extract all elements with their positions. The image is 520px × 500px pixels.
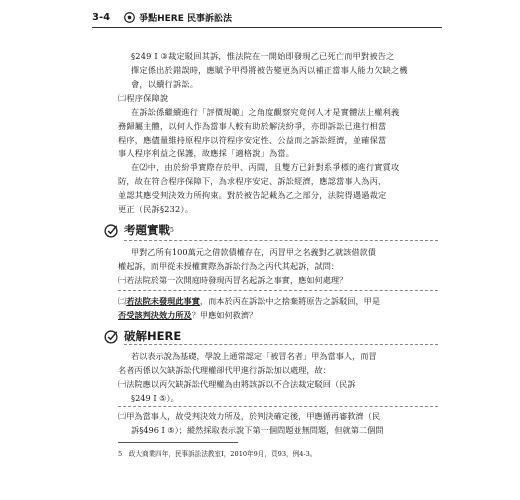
text-line: 會，以續行訴訟。 (131, 78, 199, 89)
footnote: 5 政大商業四年，民事訴訟法教室Ⅰ，2010年9月，頁93，例4-3。 (118, 450, 317, 458)
text-line: 事人程序利益之保護，故應採「適格說」為當。 (118, 148, 295, 159)
question-1-text: ㈠若法院於第一次開庭時發現丙冒名起訴之事實，應如何處理？ (118, 275, 348, 285)
exercise-title-text: 考題實戰 (124, 223, 170, 237)
exercise-body (118, 246, 376, 273)
pencil-check-icon (104, 329, 119, 344)
book-title: 爭點HERE 民事訴訟法 (139, 13, 232, 24)
answer-1 (118, 378, 355, 405)
text-line: 若以表示說為基礎，學說上通常認定「被冒名者」甲為當事人，而冒 (131, 351, 377, 361)
question-2-text-b: ，而本於丙在訴訟中之捨棄將原告之訴駁回，甲是 (199, 296, 381, 306)
procedure-paragraph (118, 106, 400, 216)
solution-intro (118, 350, 377, 377)
text-line: §249 I ③裁定駁回其訴，惟法院在一開始即發現乙已死亡而甲對被告之 (131, 51, 395, 61)
text-line: 在訴訟係繼續進行「評價規範」之角度觀察究竟何人才是實體法上權利義 (131, 107, 400, 117)
text-line: 更正（民訴§232）。 (118, 203, 194, 214)
text-line: ㈠法院應以丙欠缺訴訟代理權為由將該訴以不合法裁定駁回（民訴 (118, 379, 356, 389)
page-number: 3-4 (92, 11, 111, 23)
question-2-emphasis-a: 若法院未發現此事實 (126, 296, 200, 306)
question-2 (118, 295, 380, 322)
question-2-prefix: ㈡ (118, 296, 127, 306)
header-rule (92, 27, 442, 28)
footnote-mark: 5 (170, 226, 174, 234)
section-rule (124, 344, 438, 345)
text-line: 擇定係出於錯誤時，應賦予甲得將被告變更為丙以補正當事人能力欠缺之機 (131, 64, 408, 75)
text-line: 權起訴，而甲從未授權實際為訴訟行為之丙代其起訴，試問： (118, 260, 340, 271)
question-divider (118, 290, 438, 291)
answer-2 (118, 410, 383, 437)
text-line: 甲對乙所有100萬元之借款債權存在，丙冒甲之名義對乙就該借款債 (131, 247, 376, 257)
solution-title (104, 328, 181, 344)
text-line: 程序，應儘量維持原程序以符程序安定性、公益而之訴訟經濟，並確保當 (118, 134, 387, 145)
text-line: §249 I ⑤）。 (131, 392, 179, 403)
footnote-rule (118, 442, 238, 443)
text-line: 訴§496 I ⑤）；縱然採取表示說下第一個問題並無問題，但就第二個問 (131, 424, 384, 435)
question-2-text-d: ？甲應如何救濟？ (191, 309, 258, 320)
running-header (92, 8, 442, 26)
text-line: 並認其應受判決效力所拘束。對於被告記載為乙之部分，法院得遇過裁定 (118, 189, 387, 200)
subheading: ㈡程序保障說 (118, 93, 169, 103)
solution-title-text: 破解HERE (124, 329, 182, 343)
pencil-check-icon (104, 223, 119, 238)
intro-paragraph (131, 50, 408, 91)
text-line: 名者丙係以欠缺訴訟代理權卻代甲進行訴訟加以處理，故： (118, 364, 331, 375)
text-line: 務歸屬主體，以何人作為當事人較有助於解決紛爭，亦即訴訟已進行相當 (118, 120, 387, 131)
book-logo-icon (124, 12, 135, 23)
procedure-heading (118, 92, 168, 106)
text-line: 在⑵中，由於紛爭實際存於甲、丙間，且雙方已針對系爭標的進行實質攻 (131, 162, 400, 173)
question-2-emphasis-c: 否受該判決效力所及 (118, 309, 192, 320)
answer-divider (118, 406, 438, 407)
exercise-title (104, 222, 174, 238)
section-rule (124, 240, 438, 241)
question-1 (118, 274, 347, 288)
text-line: 防，故在符合程序保障下，為求程序安定、訴訟經濟，應認當事人為丙， (118, 175, 387, 186)
text-line: ㈡甲為當事人，故受判決效力所及，於判決確定後，甲應循再審救濟（民 (118, 411, 381, 421)
